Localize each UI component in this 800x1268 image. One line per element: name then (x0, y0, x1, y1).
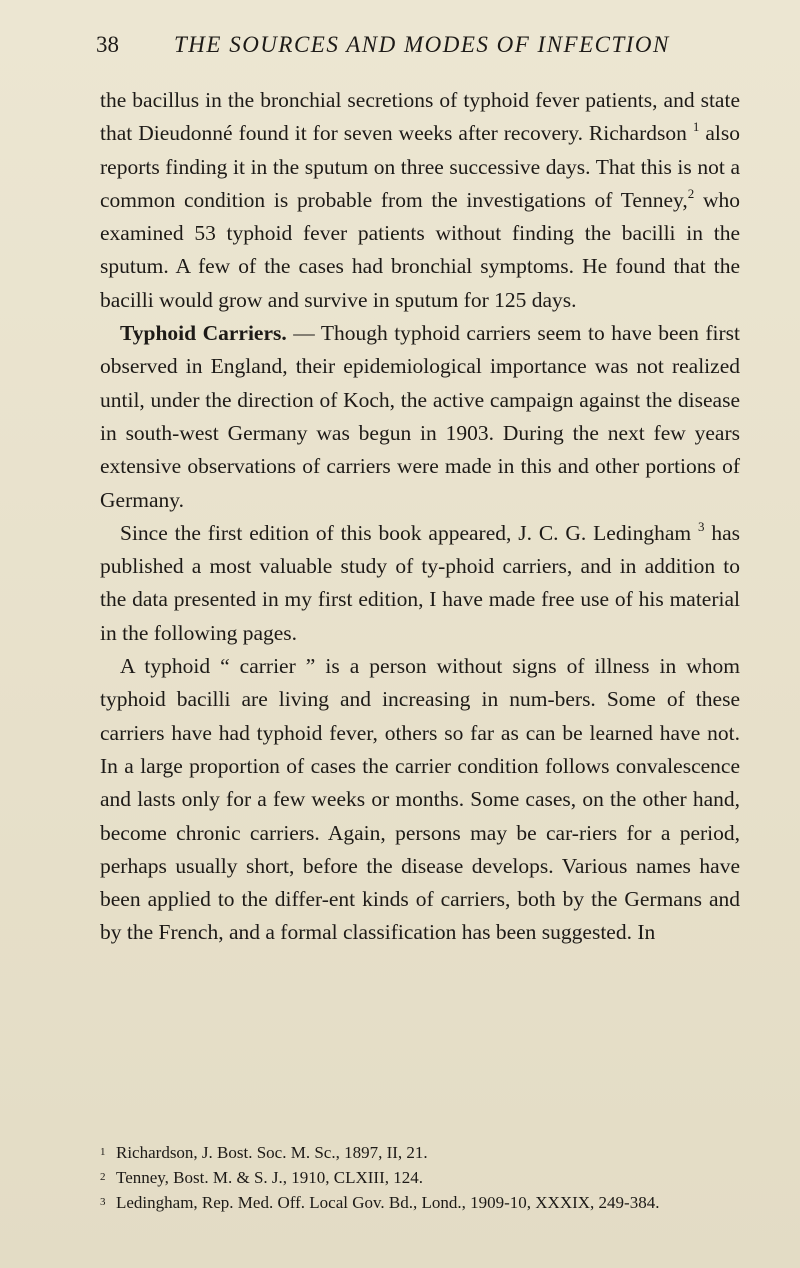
paragraph (100, 517, 740, 650)
footnote (100, 1165, 740, 1190)
text-run: — Though typhoid carriers seem to have been first observed in England, their epidemiological importance was not realized until, under the direction of Koch, the active campaign against the disease in south-west Germany was begun in 1903. During the next few years extensive observations of carriers were made in this and other portions of Germany. (100, 321, 740, 512)
footnote-text: Ledingham, Rep. Med. Off. Local Gov. Bd., Lond., 1909-10, XXXIX, 249-384. (116, 1193, 660, 1212)
footnote-text: Richardson, J. Bost. Soc. M. Sc., 1897, II, 21. (116, 1143, 428, 1162)
section-heading: Typhoid Carriers. (120, 321, 287, 346)
text-run: also reports finding it in the sputum on three successive days. That this is not a common condition is probable from the investigations of Tenney, (100, 121, 740, 212)
footnote-mark: 3 (100, 1196, 106, 1208)
footnotes (100, 1140, 740, 1215)
page-header (96, 30, 696, 60)
text-run: has published a most valuable study of ty-phoid carriers, and in addition to the data presented in my first edition, I have made free use of his material in the following pages. (100, 520, 740, 645)
footnote (100, 1190, 740, 1215)
running-title: THE SOURCES AND MODES OF INFECTION (174, 32, 670, 57)
paragraph (100, 84, 740, 317)
body-text (100, 84, 740, 950)
text-run: Since the first edition of this book appeared, J. C. G. Ledingham (120, 520, 698, 545)
footnote-reference: 3 (697, 518, 705, 534)
footnote-reference: 1 (692, 119, 700, 135)
text-run: A typhoid “ carrier ” is a person without signs of illness in whom typhoid bacilli are living and increasing in num-bers. Some of these carriers have had typhoid fever, others so far as can be learned have not. In a large proportion of cases the carrier condition follows convalescence and lasts only for a few weeks or months. Some cases, on the other hand, become chronic carriers. Again, persons may be car-riers for a period, perhaps usually short, before the disease develops. Various names have been applied to the differ-ent kinds of carriers, both by the Germans and by the French, and a formal classification has been suggested. In (100, 654, 740, 945)
page-number: 38 (96, 32, 119, 57)
text-run: the bacillus in the bronchial secretions of typhoid fever patients, and state that Dieudonné found it for seven weeks after recovery. Richardson (100, 88, 740, 146)
footnote (100, 1140, 740, 1165)
footnote-mark: 2 (100, 1171, 106, 1183)
footnote-reference: 2 (687, 185, 695, 201)
footnote-mark: 1 (100, 1146, 106, 1158)
paragraph (100, 317, 740, 517)
text-run: who examined 53 typhoid fever patients without finding the bacilli in the sputum. A few of the cases had bronchial symptoms. He found that the bacilli would grow and survive in sputum for 125 days. (100, 187, 740, 312)
footnote-text: Tenney, Bost. M. & S. J., 1910, CLXIII, 124. (116, 1168, 424, 1187)
paragraph (100, 650, 740, 950)
